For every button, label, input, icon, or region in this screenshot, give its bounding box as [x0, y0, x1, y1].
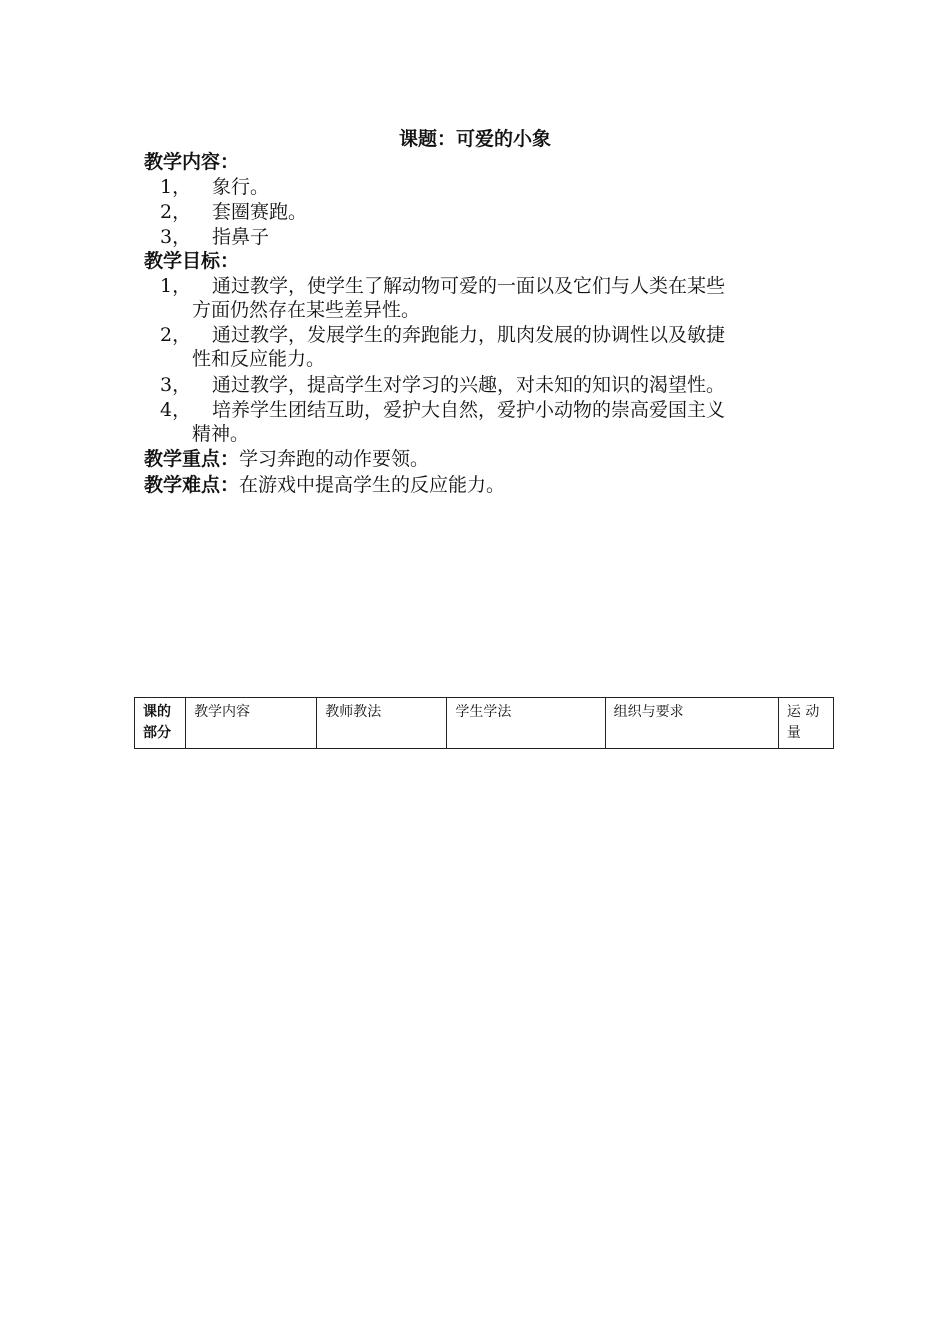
col-header-part: 课的部分	[135, 698, 186, 749]
difficulty-label: 教学难点：	[144, 474, 240, 496]
goal-item-num: 3，	[160, 374, 192, 396]
difficulty	[144, 473, 505, 497]
content-item-text: 象行。	[212, 176, 270, 198]
goal-item-line1: 通过教学，提高学生对学习的兴趣，对未知的知识的渴望性。	[212, 374, 726, 396]
goal-item-line2: 性和反应能力。	[192, 348, 326, 370]
goal-item-line1: 通过教学，发展学生的奔跑能力，肌肉发展的协调性以及敏捷	[212, 324, 726, 346]
col-header-organization: 组织与要求	[605, 698, 778, 749]
col-header-teacher-method: 教师教法	[317, 698, 447, 749]
col-header-content: 教学内容	[186, 698, 317, 749]
goal-item-num: 2，	[160, 324, 192, 346]
content-item-text: 指鼻子	[212, 226, 270, 248]
goal-item-line2: 方面仍然存在某些差异性。	[192, 299, 421, 321]
content-heading: 教学内容：	[144, 151, 240, 173]
goal-item-line1: 通过教学，使学生了解动物可爱的一面以及它们与人类在某些	[212, 275, 726, 297]
col-header-exercise-load: 运 动量	[778, 698, 833, 749]
content-item-num: 2，	[160, 201, 192, 223]
lesson-plan-table	[134, 697, 834, 749]
difficulty-value: 在游戏中提高学生的反应能力。	[239, 474, 506, 496]
key-point	[144, 447, 429, 471]
goal-item-line2: 精神。	[192, 423, 250, 445]
goal-item-line1: 培养学生团结互助，爱护大自然，爱护小动物的崇高爱国主义	[212, 399, 726, 421]
col-header-student-method: 学生学法	[447, 698, 605, 749]
key-point-value: 学习奔跑的动作要领。	[239, 448, 430, 470]
goal-item-num: 1，	[160, 275, 192, 297]
goals-heading: 教学目标：	[144, 250, 240, 272]
goal-item-num: 4，	[160, 399, 192, 421]
table-header-row	[135, 698, 834, 749]
lesson-title: 课题：可爱的小象	[398, 128, 551, 150]
content-item-text: 套圈赛跑。	[212, 201, 308, 223]
content-item-num: 1，	[160, 176, 192, 198]
key-point-label: 教学重点：	[144, 448, 240, 470]
content-item-num: 3，	[160, 226, 192, 248]
